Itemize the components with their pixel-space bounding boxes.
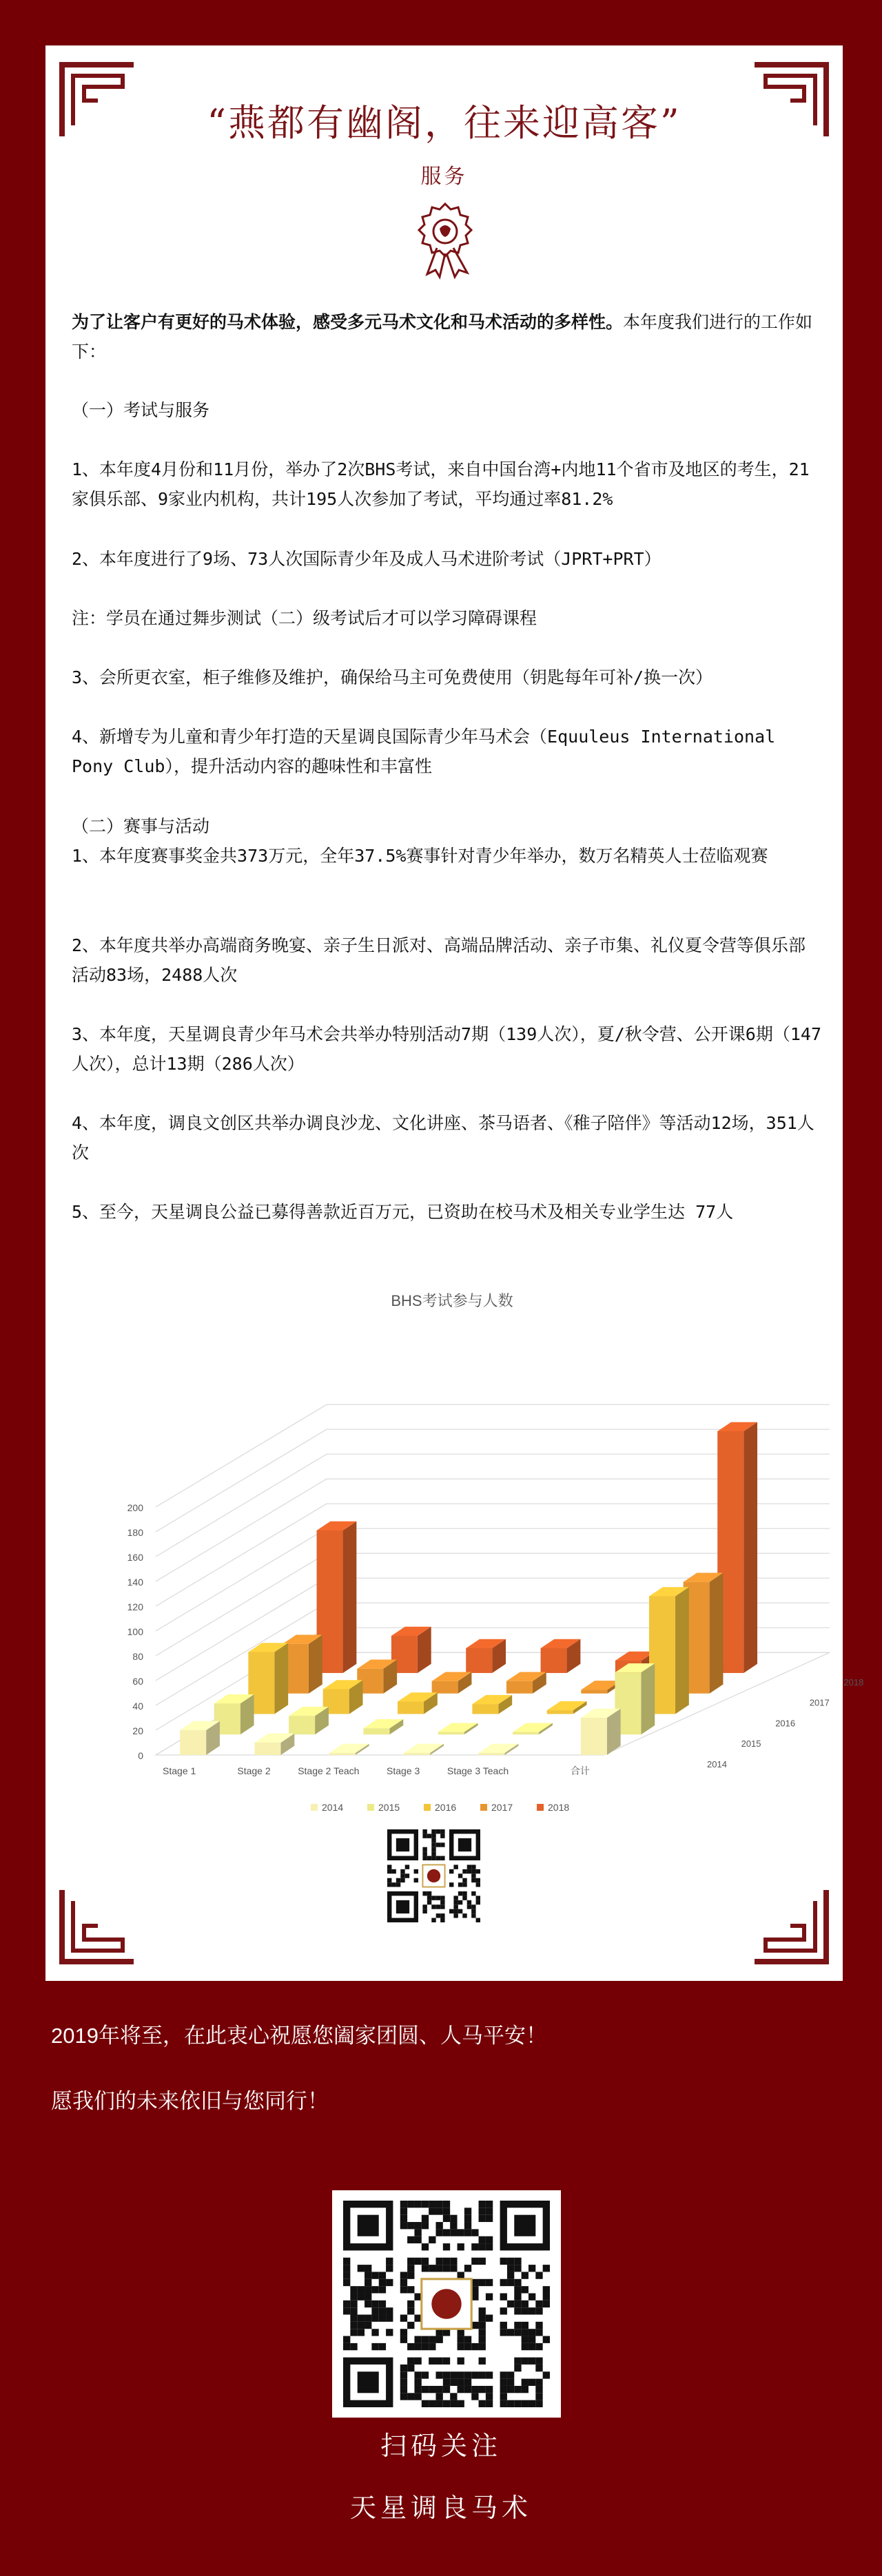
section2-item-2: 2、本年度共举办高端商务晚宴、亲子生日派对、高端品牌活动、亲子市集、礼仪夏令营等俱乐部活动83场，2488人次 bbox=[72, 935, 806, 985]
bar bbox=[479, 1753, 505, 1755]
x-tick-label: Stage 3 Teach bbox=[447, 1765, 509, 1776]
section2-item-4: 4、本年度，调良文创区共举办调良沙龙、文化讲座、茶马语者、《稚子陪伴》等活动12场，351人次 bbox=[72, 1113, 814, 1163]
x-tick-label: Stage 2 Teach bbox=[298, 1765, 360, 1776]
legend-label: 2018 bbox=[548, 1802, 570, 1813]
y-tick-label: 0 bbox=[138, 1750, 143, 1761]
bar bbox=[180, 1730, 206, 1755]
x-tick-label: 合计 bbox=[570, 1765, 590, 1776]
section2-item-1: 1、本年度赛事奖金共373万元，全年37.5%赛事针对青少年举办，数万名精英人士莅临观赛 bbox=[72, 846, 768, 866]
bar-side bbox=[675, 1587, 689, 1714]
content-card bbox=[45, 45, 864, 1981]
series-axis-label: 2014 bbox=[707, 1759, 727, 1769]
y-tick-label: 20 bbox=[132, 1725, 143, 1736]
y-tick-label: 140 bbox=[127, 1577, 143, 1588]
bar bbox=[438, 1732, 464, 1735]
series-axis-label: 2016 bbox=[775, 1718, 796, 1729]
legend-swatch bbox=[424, 1804, 431, 1811]
legend-swatch bbox=[480, 1804, 487, 1811]
corner-ornament-bottom-right-icon bbox=[749, 1884, 832, 1967]
series-axis-label: 2017 bbox=[809, 1697, 830, 1708]
legend-swatch bbox=[537, 1804, 544, 1811]
x-tick-label: Stage 3 bbox=[387, 1765, 420, 1776]
bar bbox=[329, 1753, 356, 1755]
qr-code-frame bbox=[332, 2190, 561, 2418]
intro-paragraph bbox=[72, 307, 823, 366]
bar bbox=[466, 1648, 492, 1673]
chart-title: BHS考试参与人数 bbox=[391, 1292, 513, 1309]
legend-label: 2017 bbox=[491, 1802, 513, 1813]
legend-label: 2016 bbox=[435, 1802, 457, 1813]
section1-note: 注：学员在通过舞步测试（二）级考试后才可以学习障碍课程 bbox=[72, 608, 537, 628]
legend-swatch bbox=[311, 1804, 318, 1811]
closing-wish-line-1: 2019年将至，在此衷心祝愿您阖家团圆、人马平安！ bbox=[51, 2024, 547, 2048]
bar bbox=[255, 1743, 281, 1755]
bar-side bbox=[309, 1635, 322, 1694]
bar-side bbox=[743, 1422, 757, 1673]
bar bbox=[581, 1718, 607, 1755]
y-tick-label: 40 bbox=[132, 1701, 143, 1712]
qr-code-large-icon bbox=[343, 2201, 550, 2407]
bar bbox=[404, 1753, 430, 1755]
intro-bold-text: 为了让客户有更好的马术体验，感受多元马术文化和马术活动的多样性。 bbox=[72, 312, 624, 332]
page-subtitle: 服务 bbox=[420, 165, 468, 189]
y-tick-label: 100 bbox=[127, 1626, 143, 1637]
section2-heading: （二）赛事与活动 bbox=[72, 816, 210, 836]
rosette-emblem-icon bbox=[404, 197, 486, 280]
legend-label: 2014 bbox=[322, 1802, 344, 1813]
corner-ornament-bottom-left-icon bbox=[57, 1884, 139, 1967]
section2-item-5: 5、至今，天星调良公益已募得善款近百万元，已资助在校马术及相关专业学生达 77人 bbox=[72, 1202, 734, 1222]
section1-item-3: 3、会所更衣室，柜子维修及维护，确保给马主可免费使用（钥匙每年可补/换一次） bbox=[72, 667, 713, 687]
qr-code-small-icon bbox=[387, 1829, 480, 1922]
section1-heading: （一）考试与服务 bbox=[72, 400, 210, 420]
y-tick-label: 200 bbox=[127, 1502, 143, 1513]
section1-item-1: 1、本年度4月份和11月份，举办了2次BHS考试，来自中国台湾+内地11个省市及地区的考生，21家俱乐部、9家业内机构，共计195人次参加了考试，平均通过率81.2% bbox=[72, 459, 810, 509]
legend-swatch bbox=[367, 1804, 374, 1811]
section1-item-2: 2、本年度进行了9场、73人次国际青少年及成人马术进阶考试（JPRT+PRT） bbox=[72, 549, 662, 569]
bar-side bbox=[641, 1663, 655, 1734]
bhs-exam-chart bbox=[80, 1285, 864, 1836]
bar bbox=[547, 1710, 573, 1714]
page-title: “燕都有幽阁，往来迎高客” bbox=[207, 101, 681, 145]
series-axis-label: 2015 bbox=[741, 1738, 761, 1749]
bar bbox=[506, 1681, 533, 1694]
bar bbox=[513, 1732, 539, 1735]
bar bbox=[289, 1716, 315, 1734]
legend-label: 2015 bbox=[378, 1802, 400, 1813]
x-tick-label: Stage 2 bbox=[237, 1765, 271, 1776]
closing-wish-line-2: 愿我们的未来依旧与您同行！ bbox=[51, 2089, 329, 2113]
bar bbox=[398, 1701, 424, 1714]
scan-follow-label: 扫码关注 bbox=[380, 2432, 502, 2461]
y-tick-label: 80 bbox=[132, 1651, 143, 1662]
bar-side bbox=[710, 1573, 724, 1694]
bar bbox=[363, 1728, 389, 1734]
y-tick-label: 60 bbox=[132, 1676, 143, 1687]
bar bbox=[432, 1681, 458, 1694]
x-tick-label: Stage 1 bbox=[163, 1765, 196, 1776]
bar bbox=[581, 1690, 607, 1693]
y-tick-label: 120 bbox=[127, 1601, 143, 1612]
y-tick-label: 180 bbox=[127, 1527, 143, 1538]
section1-item-4: 4、新增专为儿童和青少年打造的天星调良国际青少年马术会（Equuleus International Pony Club），提升活动内容的趣味性和丰富性 bbox=[72, 727, 786, 776]
bar bbox=[541, 1648, 567, 1673]
section2-item-3: 3、本年度，天星调良青少年马术会共举办特别活动7期（139人次），夏/秋令营、公开课6期（147人次），总计13期（286人次） bbox=[72, 1024, 822, 1074]
y-tick-label: 160 bbox=[127, 1552, 143, 1563]
bar-side bbox=[274, 1643, 288, 1714]
intro-normal-text: 本年度我们进行的工作如下： bbox=[72, 312, 813, 362]
series-axis-label: 2018 bbox=[843, 1676, 864, 1687]
bar-side bbox=[343, 1521, 357, 1673]
brand-name: 天星调良马术 bbox=[349, 2494, 532, 2523]
bar bbox=[472, 1704, 498, 1714]
